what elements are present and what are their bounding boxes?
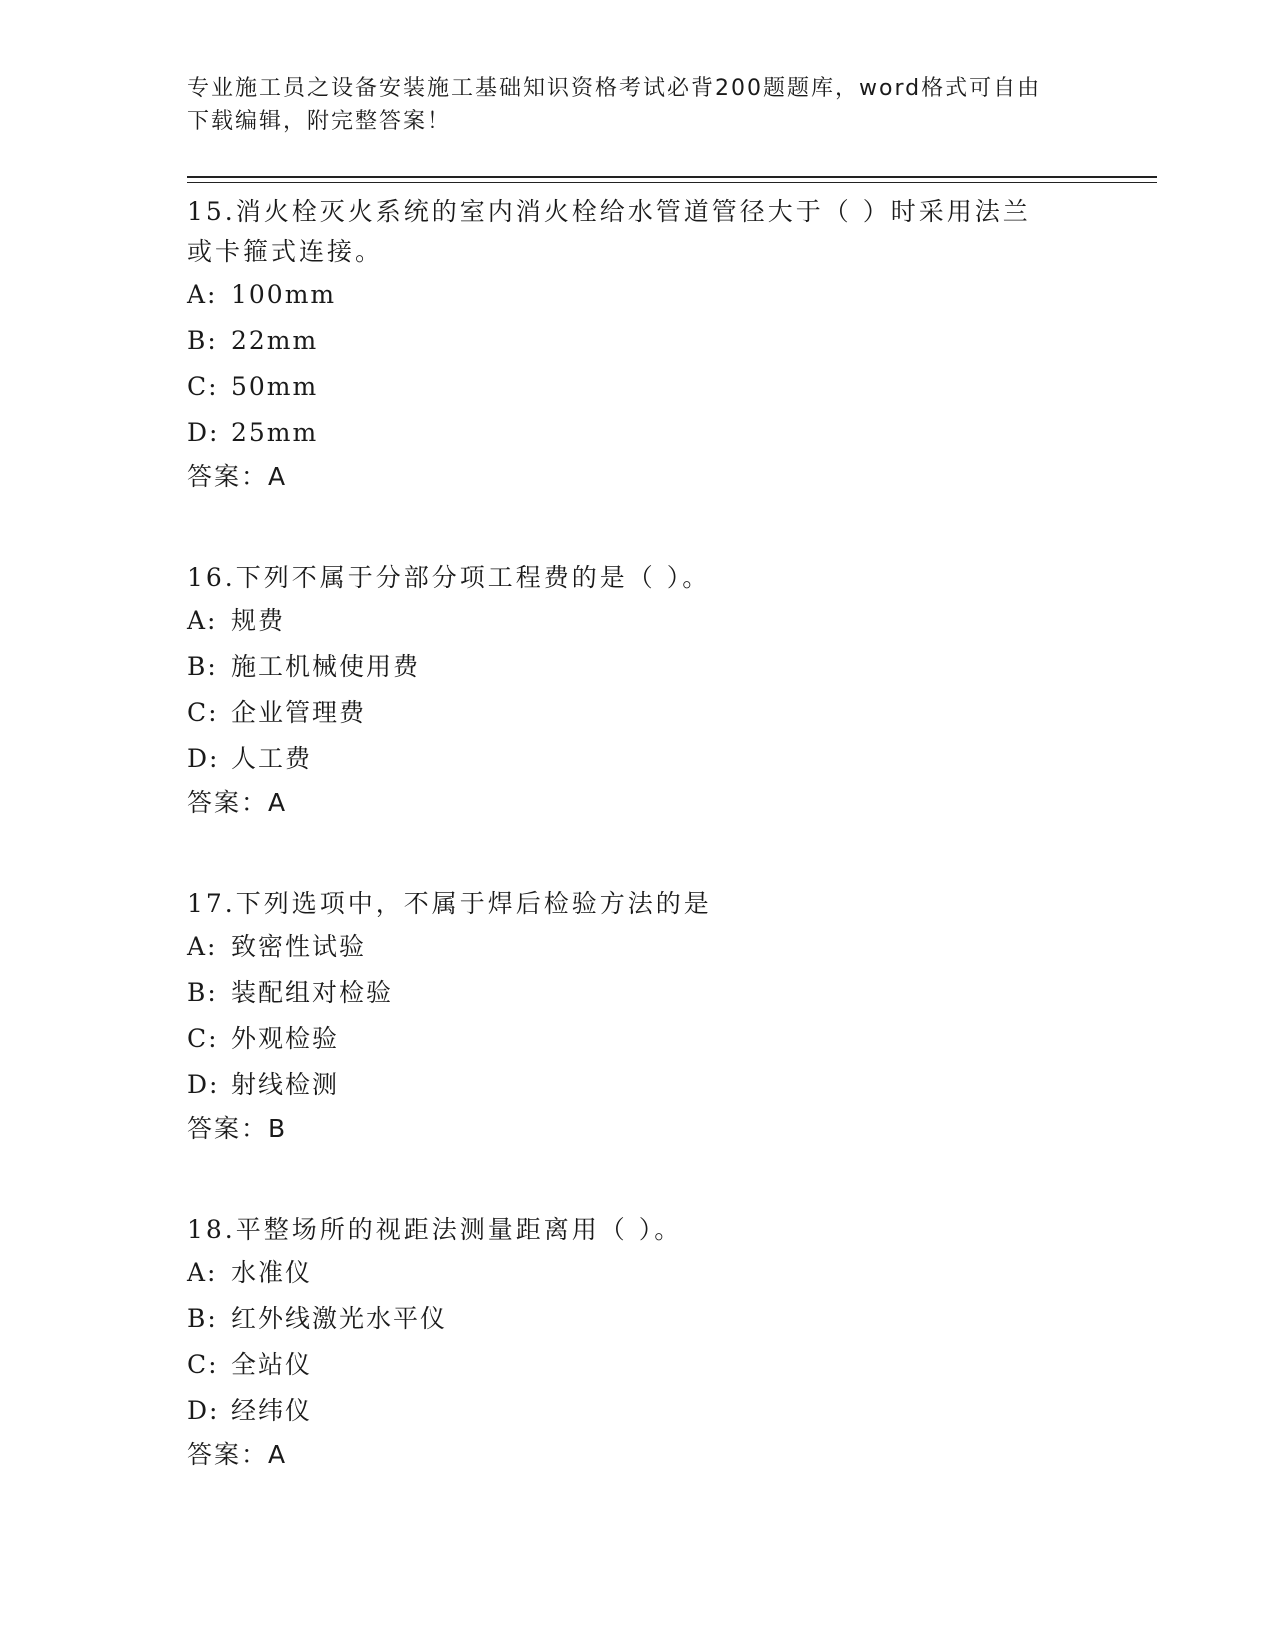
option-d: [187, 1062, 1087, 1108]
option-text: 水准仪: [231, 1258, 313, 1287]
question-16: [187, 558, 1087, 824]
question-18: [187, 1210, 1087, 1476]
answer-line: 答案：A: [187, 1440, 288, 1469]
answer-line: 答案：A: [187, 462, 288, 491]
answer-line: 答案：B: [187, 1114, 288, 1143]
question-17: [187, 884, 1087, 1150]
option-letter: D:: [187, 1070, 220, 1099]
option-text: 企业管理费: [231, 698, 367, 727]
option-c: [187, 1016, 1087, 1062]
document-header: [187, 72, 1087, 138]
question-stem: [187, 884, 1087, 924]
option-letter: C:: [187, 1024, 219, 1053]
option-c: [187, 364, 1087, 410]
option-letter: B:: [187, 326, 218, 355]
answer-line: 答案：A: [187, 788, 288, 817]
option-letter: C:: [187, 1350, 219, 1379]
option-c: [187, 690, 1087, 736]
header-divider-thin: [187, 182, 1157, 183]
option-d: [187, 1388, 1087, 1434]
option-text: 100mm: [231, 280, 337, 309]
question-stem-line-1: 16.下列不属于分部分项工程费的是（ ）。: [187, 563, 711, 592]
option-letter: A:: [187, 932, 218, 961]
option-d: [187, 736, 1087, 782]
option-b: [187, 970, 1087, 1016]
option-letter: B:: [187, 652, 218, 681]
option-b: [187, 1296, 1087, 1342]
option-letter: C:: [187, 698, 219, 727]
option-letter: A:: [187, 280, 218, 309]
option-letter: D:: [187, 744, 220, 773]
option-text: 外观检验: [231, 1024, 340, 1053]
question-15: [187, 192, 1087, 498]
option-letter: D:: [187, 1396, 220, 1425]
option-text: 25mm: [231, 418, 319, 447]
question-stem: [187, 1210, 1087, 1250]
option-a: [187, 598, 1087, 644]
option-text: 施工机械使用费: [231, 652, 421, 681]
question-stem-line-1: 17.下列选项中，不属于焊后检验方法的是: [187, 889, 712, 918]
question-stem-line-1: 18.平整场所的视距法测量距离用（ ）。: [187, 1215, 683, 1244]
option-text: 规费: [231, 606, 286, 635]
question-stem-line-1: 15.消火栓灭火系统的室内消火栓给水管道管径大于（ ）时采用法兰: [187, 197, 1031, 226]
header-line-1: 专业施工员之设备安装施工基础知识资格考试必背200题题库，word格式可自由: [187, 76, 1042, 101]
option-c: [187, 1342, 1087, 1388]
option-letter: A:: [187, 606, 218, 635]
option-text: 装配组对检验: [231, 978, 394, 1007]
option-text: 射线检测: [231, 1070, 340, 1099]
question-stem: [187, 558, 1087, 598]
header-line-2: 下载编辑，附完整答案！: [187, 109, 452, 134]
option-letter: C:: [187, 372, 219, 401]
option-letter: B:: [187, 978, 218, 1007]
question-list: [187, 190, 1087, 1536]
question-stem-line-2: 或卡箍式连接。: [187, 237, 384, 266]
option-a: [187, 1250, 1087, 1296]
option-text: 50mm: [231, 372, 319, 401]
header-divider-thick: [187, 176, 1157, 178]
option-b: [187, 644, 1087, 690]
option-a: [187, 924, 1087, 970]
option-text: 全站仪: [231, 1350, 313, 1379]
option-d: [187, 410, 1087, 456]
option-a: [187, 272, 1087, 318]
option-text: 22mm: [231, 326, 319, 355]
option-text: 致密性试验: [231, 932, 367, 961]
option-b: [187, 318, 1087, 364]
option-text: 红外线激光水平仪: [231, 1304, 448, 1333]
option-letter: D:: [187, 418, 220, 447]
option-text: 经纬仪: [231, 1396, 313, 1425]
option-letter: B:: [187, 1304, 218, 1333]
question-stem: [187, 192, 1087, 272]
option-letter: A:: [187, 1258, 218, 1287]
option-text: 人工费: [231, 744, 313, 773]
